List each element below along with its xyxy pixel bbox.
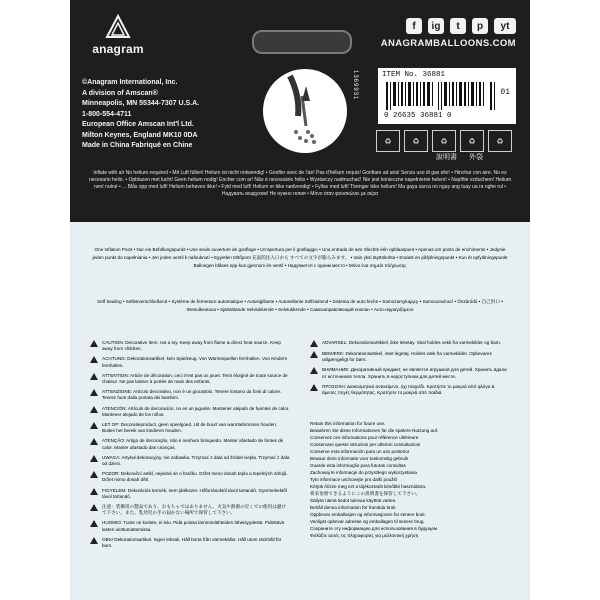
inflation-point-text: One Inflation Point • Nur ein Befüllungspunkt • Une seule ouverture de gonflage • Un'apertura per il gonfiaggio • Una entrada de aire Slechts één opblaaspunt • Apenas um ponto de enchimento • Jedynie jeden punkt do napełniania • Jen jeden ventil k nafouknutí • Egyetlen töltőpont 充氣的注入口から すべての文字が膨らみます。 • Vain yksi täyttökohta • Endast en påfyllningspunkt • Kun ét opfyldningspunkt Ballongen blåses opp kun gjennom én ventil • Надувается с одним место • Μόνο ένα σημείο πλήρωσης [92,247,508,268]
warning-item [310,384,510,396]
recycle-icon: ♻ [376,130,400,152]
recycle-icon: ♻ [404,130,428,152]
company-line: Minneapolis, MN 55344-7307 U.S.A. [82,100,200,107]
warning-text: ΠΡΟΣΟΧΗ: Διακοσμητικό αντικείμενο, όχι παιχνίδι. Κρατήστε το μακριά από φλόγα & άμεσες πηγές θερμότητας. Κρατήστε το μακριά από παιδιά. [322,383,495,396]
warning-text: UWAGA: Artykuł dekoracyjny, nie zabawka. Trzymać z dala od źródeł ciepła. Trzymać z dala od dzieci. [102,454,290,467]
hang-hole [252,30,352,54]
retain-line: Behåll denna information för framtida bruk [310,505,396,510]
warning-icon [90,504,98,511]
website-url[interactable]: ANAGRAMBALLOONS.COM [380,38,516,49]
social-icons [381,18,516,34]
brand-logo [86,14,150,56]
symbol-labels [436,152,483,162]
retain-line: Kérjük őrizze meg ezt a tájékoztatót későbbi használatra. [310,484,427,489]
company-line: Made in China Fabriqué en Chine [82,142,193,149]
warning-item [90,520,290,532]
vertical-code: 1369931 [352,70,358,101]
warning-text: ВНИМАНИЕ: Декоративный предмет, не является игрушкой для детей. Хранить вдали от источников тепла. Хранить в недоступном для детей месте. [322,367,507,379]
brand-name: anagram [92,42,144,56]
warning-item [90,373,290,385]
warning-icon [90,373,98,380]
recycle-icon: ♻ [488,130,512,152]
warning-icon [90,406,98,413]
barcode-icon [386,82,496,110]
warnings-right [310,340,510,400]
warning-text: ATENCIÓN: Artículo de decoración, no es un juguete. Mantener alejado de fuentes de calor. Mantener alejado de los niños. [102,405,290,417]
warning-icon [90,340,98,347]
warning-icon [310,367,318,374]
retain-line: 将来参照できるようにこの説明書を保管して下さい。 [310,491,421,496]
company-line: A division of Amscan® [82,89,158,97]
youtube-icon[interactable]: yt [494,18,516,34]
package-back [70,0,530,600]
retain-line: Säilytä nämä tiedot tulevaa käyttöä varten. [310,498,397,503]
bag-label: 外袋 [469,154,483,161]
retain-line: Conserve esta información para un uso posterior [310,449,410,454]
company-line: 1-800-554-4711 [82,110,132,118]
warning-text: ATTENZIONE: Articolo decorativo, non è un giocattolo. Tenere lontano da fonti di calore. Tenere fuori dalla portata dei bambini. [102,389,282,401]
warning-icon [90,356,98,363]
warning-text: LET OP: Decoratieproduct, geen speelgoed. Uit de buurt van warmtebronnen houden. Buiten het bereik van kinderen houden. [102,422,278,434]
symbols-row [376,130,512,152]
warning-item [310,351,510,363]
warning-item [90,488,290,500]
warning-text: 注意：装飾用の製品であり、おもちゃではありません。火気や熱源の近くでの使用は避けて下さい。また、乳幼児の手の届かない場所で保管して下さい。 [102,504,287,516]
barcode-suffix: 01 [500,88,510,97]
warning-icon [90,438,98,445]
retain-line: Bewahren Sie diese Informationen für die spätere Nutzung auf. [310,428,439,433]
warning-text: ATTENTION: Article de décoration, ceci n'est pas un jouet. Tenir éloigné de toute source de chaleur. Ne pas laisser à portée de main des enfants. [102,372,288,385]
warning-text: OBS! Dekorationsartikel. Ingen leksak. Håll borta från värmekällor. Håll utom räckhåll för barn. [102,536,282,549]
company-info [82,78,199,152]
warning-item [90,471,290,483]
self-sealing-text: Self Sealing • Selbstverschließend • Système de fermeture automatique • Autosigillante • Autosellante Zelfsluitend • Sistema de auto feche • Samozamykający • Samouzavírací • Önzáródó • 自己封口 • Itsesulkeutuva • Självtätande Selvlukkende • Selvtukkende • Самозаправляющий клапан • Αυτο-σφραγιζόμενο [97,299,503,312]
warning-item [310,340,510,347]
warning-item [90,537,290,549]
retain-line: Сохраните эту информацию для использования в будущем [310,526,438,531]
warning-text: HUOMIO: Tuote on koriste, ei lelu. Pidä poissa lämmönlähteiden läheisyydestä. Pidettävä lasten ulottumattomissa. [102,520,285,532]
company-line: ©Anagram International, Inc. [82,79,178,86]
retain-line: Bewaar deze informatie voor toekomstig gebruik [310,456,409,461]
company-line: Milton Keynes, England MK10 0DA [82,131,198,139]
barcode-digits: 0 26635 36881 0 [384,112,452,120]
warning-icon [310,351,318,358]
manual-label: 說明書 [436,154,457,161]
twitter-icon[interactable]: t [450,18,466,34]
warning-icon [90,455,98,462]
warning-text: ATENÇÃO: Artigo de decoração, não é nenhum brinquedo. Manter afastado de fontes de calor. Manter afastado das crianças. [102,438,284,450]
retain-line: Oppbevar emballasjen og informasjonen for senere bruk. [310,512,426,517]
warning-item [90,356,290,368]
retain-line: Tyto informace uschovejte pro další použití [310,477,398,482]
social-links [381,18,516,49]
warning-item [90,389,290,401]
retain-line: Guarde esta informação para futuras consultas [310,463,406,468]
company-line: European Office Amscan Int'l Ltd. [82,121,194,128]
warning-icon [90,422,98,429]
warning-item [90,340,290,352]
header-panel [70,0,530,222]
inflate-instructions: Inflate with air No helium required • Mit Luft füllen! Helium ist nicht notwendig! • Gonfler avec de l'air! Pas d'hélium requis! Gonfiare ad aria! Senza uso di gas elio! • Hinchar con aire. No es necesario helio. • Opblazen met lucht! Geen helium nodig! Encher com ar! Não é necessário hélio • Wystarczy nadmuchać! Nie jest konieczne napełnienie helem! • Naplňte vzduchem! Helium není nutné • ... Blås opp med luft! Helium behøves ikke! • Fyld med luft! Helium er ikke nødvendig! • Fyllas med luft! Ttrenger ikke helium! Ma gaya sarca no ngay ang tuay ua ra nghe rul • Надувать воздухом! Не нужно гелия • Μόνο όταν φουσκώνει με αέρα [88,170,512,197]
warning-icon [90,471,98,478]
warning-item [90,422,290,434]
anagram-logo-icon [105,14,131,40]
warning-item [90,504,290,516]
warning-text: BEMÆRK: Dekorationsartikel, intet legetøj. Holdes væk fra varmekilder. Opbevares utilgængeligt for børn. [322,351,492,363]
warning-icon [90,537,98,544]
warnings-left [90,340,290,553]
recycle-icon: ♻ [432,130,456,152]
warning-text: ACHTUNG: Dekorationsartikel, kein Spielzeug. Von Wärmequellen fernhalten. Von Kindern fernhalten. [102,356,288,368]
warning-text: ADVARSEL: Dekorationsartikkel, ikke leketøy. Skal holdes vekk fra varmekilder og barn. [322,340,502,345]
warning-icon [90,488,98,495]
item-number: ITEM No. 36881 [382,71,446,79]
recycle-icon: ♻ [460,130,484,152]
retain-line: Conservare queste istruzioni per ulteriori consultazioni [310,442,421,447]
warning-icon [90,520,98,527]
warning-item [90,406,290,418]
warning-item [90,455,290,467]
warning-text: POZOR: Dekorační artikl, nejedná se o hračku. Držet mimo dosah tepla a tepelných zdrojů. Držet mimo dosah dětí. [102,471,288,483]
retain-info [310,420,510,539]
warning-item [90,438,290,450]
retain-line: Venligst opbevar adresse og emballagen til senere brug. [310,519,425,524]
retain-line: Conservez ces informations pour référence ultérieure [310,435,419,440]
warning-item [310,367,510,379]
barcode-label [378,68,516,124]
warning-icon [90,389,98,396]
warning-icon [310,340,318,347]
warning-text: CAUTION: Decorative Item, not a toy. Keep away from flame & direct heat source. Keep away from children. [102,340,281,352]
retain-line: Zachowaj te informacje do przyszłego wykorzystania [310,470,417,475]
facebook-icon[interactable]: f [406,18,422,34]
warning-icon [310,384,318,391]
pinterest-icon[interactable]: p [472,18,488,34]
instagram-icon[interactable]: ig [428,18,444,34]
retain-line: Φυλάξτε αυτές τις πληροφορίες για μελλοντική χρήση [310,533,419,538]
inflation-illustration-icon [260,66,350,156]
retain-line: Retain this information for future use. [310,421,386,426]
warning-text: FIGYELEM: Dekorációs termék, nem játékszer. Hőforrásoktól távol tartandó. Gyermekektől távol tartandó. [102,487,287,499]
